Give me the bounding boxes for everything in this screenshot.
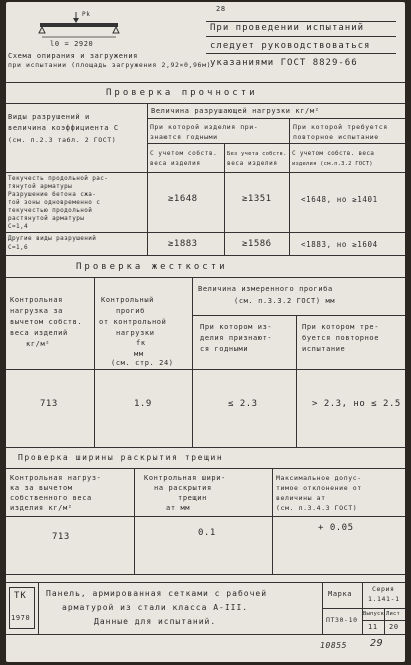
row1-label-5: текучестью продольной <box>8 207 93 214</box>
stiffness-section-title: Проверка жесткости <box>76 262 228 272</box>
sub-c-line1: С учетом собств. веса <box>292 150 375 157</box>
stiff-defl-3: от контрольной <box>99 318 167 326</box>
issue-value: 11 <box>368 623 378 631</box>
row1-label-2: тянутой арматуры <box>8 183 73 190</box>
row2-label-2: С=1,6 <box>8 244 29 251</box>
series-label: Серия <box>372 585 395 593</box>
instruction-line1: При проведении испытаний <box>210 23 365 33</box>
row2-value-a: ≥1883 <box>168 239 198 249</box>
stiff-value-retest: > 2.3, но ≤ 2.5 <box>312 399 401 409</box>
stiff-accepted-3: ся годными <box>200 345 249 353</box>
row1-value-b: ≥1351 <box>242 194 272 204</box>
crack-dev-4: (см. п.3.4.3 ГОСТ) <box>276 504 358 512</box>
stiff-accepted-1: При котором из- <box>200 323 273 331</box>
accepted-col-line1: При которой изделия при- <box>150 123 259 131</box>
accepted-col-line2: знаются годными <box>150 133 218 141</box>
stiff-load-1: Контрольная <box>10 296 63 304</box>
sub-b-line1: Без учета собств. <box>227 151 287 157</box>
stiff-value-accepted: ≤ 2.3 <box>228 399 258 409</box>
stiff-defl-5: fк <box>136 339 146 347</box>
crack-load-1: Контрольная нагруз- <box>10 474 102 482</box>
instruction-line3: указаниями ГОСТ 8829-66 <box>210 58 358 68</box>
sub-c-line2: изделия (см.п.3.2 ГОСТ) <box>292 161 373 167</box>
strength-section-title: Проверка прочности <box>106 88 258 98</box>
document-sheet <box>6 2 405 662</box>
scheme-title-line2: при испытании (площадь загружения 2,92×0,96м) <box>8 61 212 69</box>
stiff-value-deflection: 1.9 <box>134 399 152 409</box>
beam-scheme-diagram <box>32 10 128 44</box>
crack-value-width: 0.1 <box>198 528 216 538</box>
bottom-number: 10855 <box>320 641 348 650</box>
row2-label-1: Другие виды разрушений <box>8 235 97 242</box>
row1-value-c: <1648, но ≥1401 <box>301 195 378 204</box>
measured-header-2: (см. п.3.3.2 ГОСТ) мм <box>234 297 336 305</box>
footer-title-line3: Данные для испытаний. <box>94 617 217 626</box>
crack-load-4: изделия кг/м² <box>10 504 73 512</box>
sheet-label: Лист <box>386 611 401 617</box>
retest-col-line1: При которой требуется <box>293 123 388 131</box>
row1-value-a: ≥1648 <box>168 194 198 204</box>
crack-dev-3: величины aт <box>276 494 326 502</box>
sub-a-line2: веса изделия <box>150 160 201 167</box>
crack-dev-1: Максимальное допус- <box>276 474 362 482</box>
crack-width-3: трещин <box>178 494 207 502</box>
issue-label: Выпуск <box>363 611 385 617</box>
crack-width-1: Контрольная шири- <box>144 474 226 482</box>
instruction-line2: следует руководствоваться <box>210 41 371 51</box>
stiff-value-load: 713 <box>40 399 58 409</box>
crack-width-2: на раскрытия <box>154 484 212 492</box>
row1-label-6: растянутой арматуры <box>8 215 85 222</box>
crack-dev-2: тимое отклонение от <box>276 484 362 492</box>
series-value: 1.141-1 <box>368 595 400 603</box>
stiff-retest-1: При котором тре- <box>302 323 380 331</box>
failure-col-line2: величина коэффициента С <box>8 124 119 132</box>
bottom-page: 29 <box>370 638 384 649</box>
mark-label: Марка <box>328 590 353 598</box>
footer-title-line1: Панель, армированная сетками с рабочей <box>46 589 268 598</box>
sheet-value: 20 <box>389 623 399 631</box>
stamp-year: 1970 <box>11 614 31 622</box>
stiff-defl-2: прогиб <box>116 307 145 315</box>
stiff-accepted-2: делия признают- <box>200 334 273 342</box>
stiff-load-4: веса изделий <box>10 329 68 337</box>
stiff-defl-4: нагрузки <box>116 329 155 337</box>
crack-value-deviation: + 0.05 <box>318 523 354 533</box>
stiff-retest-2: буется повторное <box>302 334 380 342</box>
footer-title-line2: арматурой из стали класса А-III. <box>62 603 249 612</box>
crack-section-title: Проверка ширины раскрытия трещин <box>18 453 224 462</box>
sub-b-line2: веса изделия <box>227 160 278 167</box>
stiff-defl-6: мм <box>134 350 144 358</box>
retest-col-line2: повторное испытание <box>293 133 379 141</box>
scheme-title-line1: Схема опирания и загружения <box>8 52 138 60</box>
stiff-load-5: кг/м² <box>26 340 51 348</box>
row1-label-7: С=1,4 <box>8 223 29 230</box>
stiff-load-3: вычетом собств. <box>10 318 83 326</box>
row2-value-b: ≥1586 <box>242 239 272 249</box>
load-header: Величина разрушающей нагрузки кг/м² <box>151 107 320 115</box>
measured-header-1: Величина измеренного прогиба <box>198 285 333 293</box>
crack-load-2: ка за вычетом <box>10 484 73 492</box>
crack-load-3: собственного веса <box>10 494 92 502</box>
sub-a-line1: С учетом собств. <box>150 150 218 157</box>
mark-value: ПТ30-10 <box>326 616 358 624</box>
row1-label-4: той зоны одновременно с <box>8 199 101 206</box>
failure-col-line1: Виды разрушений и <box>8 113 90 121</box>
page-number: 28 <box>216 5 226 13</box>
failure-col-line3: (см. п.2.3 табл. 2 ГОСТ) <box>8 136 117 144</box>
row1-label-3: Разрушение бетона сжа- <box>8 191 97 198</box>
stamp-code: ТК <box>14 591 27 601</box>
stiff-load-2: нагрузка за <box>10 307 63 315</box>
row1-label-1: Текучесть продольной рас- <box>8 175 109 182</box>
crack-value-load: 713 <box>52 532 70 542</box>
stiff-defl-7: (см. стр. 24) <box>111 359 174 367</box>
row2-value-c: <1883, но ≥1604 <box>301 240 378 249</box>
stiff-retest-3: испытание <box>302 345 346 353</box>
beam-load-label: Pk <box>82 11 91 18</box>
stiff-defl-1: Контрольный <box>101 296 154 304</box>
crack-width-4: aт мм <box>166 504 191 512</box>
beam-span: l0 = 2920 <box>50 40 94 48</box>
